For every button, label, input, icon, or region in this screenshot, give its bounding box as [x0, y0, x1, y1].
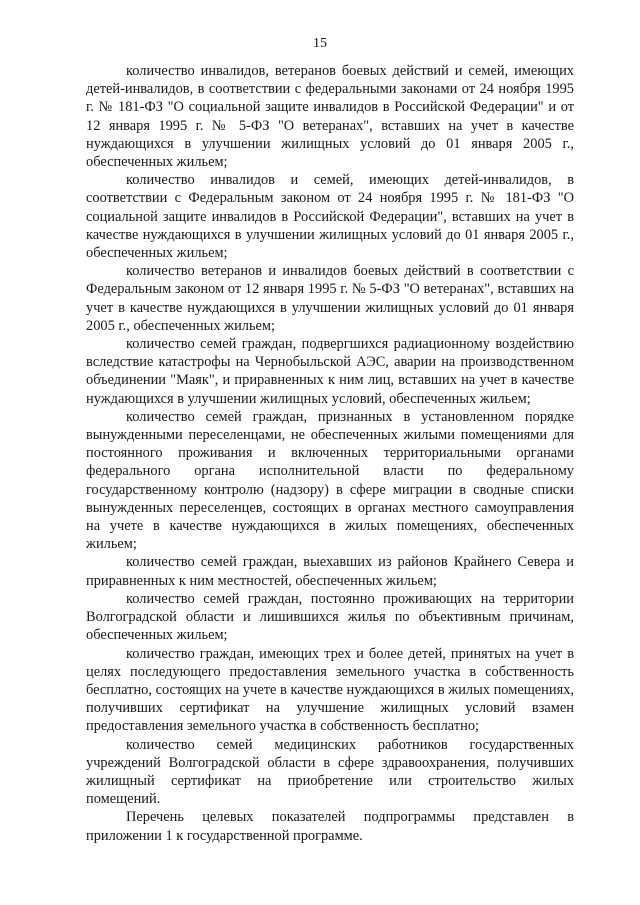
paragraph-5: количество семей граждан, признанных в установленном порядке вынужденными переселенцами, не обеспеченных жилыми помещениями для постоянного проживания и включенных территориальными органами федерального органа исполнительной власти по федеральному государственному контролю (надзору) в сфере миграции в сводные списки вынужденных переселенцев, состоящих в органах местного самоуправления на учете в качестве нуждающихся в жилых помещениях, обеспеченных жильем; [86, 408, 574, 553]
page-number: 15 [313, 36, 327, 51]
paragraph-2: количество инвалидов и семей, имеющих детей-инвалидов, в соответствии с Федеральным законом от 24 ноября 1995 г. № 181-ФЗ "О социальной защите инвалидов в Российской Федерации", вставших на учет в качестве нуждающихся в улучшении жилищных условий до 01 января 2005 г., обеспеченных жильем; [86, 172, 574, 262]
paragraph-3: количество ветеранов и инвалидов боевых действий в соответствии с Федеральным законом от 12 января 1995 г. № 5-ФЗ "О ветеранах", вставших на учет в качестве нуждающихся в улучшении жилищных условий до 01 января 2005 г., обеспеченных жильем; [86, 263, 574, 334]
paragraph-7: количество семей граждан, постоянно проживающих на территории Волгоградской области и лишившихся жилья по объективным причинам, обеспеченных жильем; [86, 590, 574, 644]
paragraph-8: количество граждан, имеющих трех и более детей, принятых на учет в целях последующего предоставления земельного участка в собственность бесплатно, состоящих на учете в качестве нуждающихся в жилых помещениях, получивших сертификат на улучшение жилищных условий взамен предоставления земельного участка в собственность бесплатно; [86, 645, 574, 735]
paragraph-1: количество инвалидов, ветеранов боевых действий и семей, имеющих детей-инвалидов, в соответствии с федеральными законами от 24 ноября 1995 г. № 181-ФЗ "О социальной защите инвалидов в Российской Федерации" и от 12 января 1995 г. № 5-ФЗ "О ветеранах", вставших на учет в качестве нуждающихся в улучшении жилищных условий до 01 января 2005 г., обеспеченных жильем; [86, 63, 574, 171]
paragraph-10: Перечень целевых показателей подпрограммы представлен в приложении 1 к государственной программе. [86, 809, 574, 844]
paragraph-6: количество семей граждан, выехавших из районов Крайнего Севера и приравненных к ним местностей, обеспеченных жильем; [86, 554, 574, 589]
document-body [86, 62, 574, 845]
paragraph-4: количество семей граждан, подвергшихся радиационному воздействию вследствие катастрофы на Чернобыльской АЭС, аварии на производственном объединении "Маяк", и приравненных к ним лиц, вставших на учет в качестве нуждающихся в улучшении жилищных условий, обеспеченных жильем; [86, 336, 574, 407]
paragraph-9: количество семей медицинских работников государственных учреждений Волгоградской области в сфере здравоохранения, получивших жилищный сертификат на приобретение или строительство жилых помещений. [86, 736, 574, 808]
